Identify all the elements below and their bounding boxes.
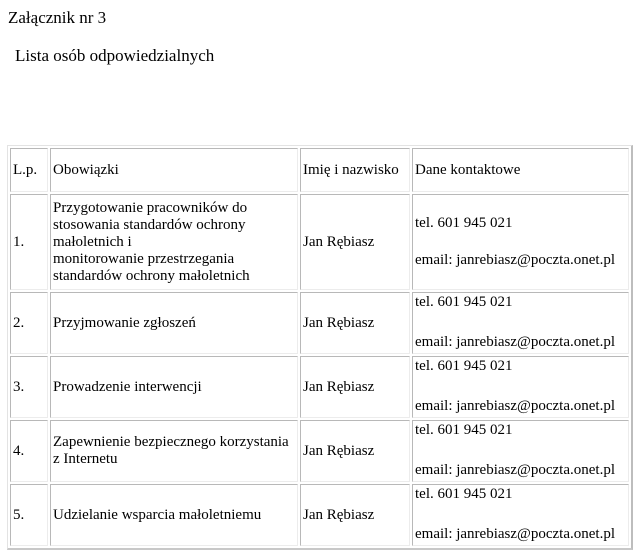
duty-cell: Prowadzenie interwencji	[50, 356, 298, 418]
contact-phone: tel. 601 945 021	[415, 215, 513, 231]
contact-email: email: janrebiasz@poczta.onet.pl	[415, 462, 615, 478]
contact-spacer	[415, 232, 626, 252]
table-row	[10, 420, 629, 482]
annex-label: Załącznik nr 3	[8, 8, 107, 27]
row-number: 3.	[10, 356, 48, 418]
header-lp: L.p.	[10, 148, 48, 192]
header-duties: Obowiązki	[50, 148, 298, 192]
contact-spacer	[415, 439, 626, 462]
duty-cell	[50, 194, 298, 290]
contact-spacer	[415, 311, 626, 334]
contact-email: email: janrebiasz@poczta.onet.pl	[415, 398, 615, 414]
duty-text-line-2: monitorowanie przestrzegania standardów ochrony małoletnich	[53, 250, 250, 284]
contact-phone: tel. 601 945 021	[415, 422, 513, 438]
contact-cell	[412, 356, 629, 418]
person-name: Jan Rębiasz	[300, 420, 410, 482]
page-title: Lista osób odpowiedzialnych	[15, 46, 215, 65]
contact-phone: tel. 601 945 021	[415, 486, 513, 502]
contact-cell	[412, 292, 629, 354]
duty-cell: Zapewnienie bezpiecznego korzystania z Internetu	[50, 420, 298, 482]
duty-text-line-1: Przygotowanie pracowników do stosowania standardów ochrony małoletnich i	[53, 199, 248, 250]
table-row	[10, 484, 629, 546]
person-name: Jan Rębiasz	[300, 356, 410, 418]
responsible-persons-table	[7, 145, 633, 550]
contact-cell	[412, 420, 629, 482]
person-name: Jan Rębiasz	[300, 194, 410, 290]
row-number: 2.	[10, 292, 48, 354]
contact-spacer	[415, 375, 626, 398]
row-number: 4.	[10, 420, 48, 482]
contact-cell	[412, 484, 629, 546]
person-name: Jan Rębiasz	[300, 484, 410, 546]
contact-phone: tel. 601 945 021	[415, 294, 513, 310]
table-row	[10, 292, 629, 354]
row-number: 1.	[10, 194, 48, 290]
table-row	[10, 194, 629, 290]
contact-email: email: janrebiasz@poczta.onet.pl	[415, 334, 615, 350]
table-header-row	[10, 148, 629, 192]
table-row	[10, 356, 629, 418]
row-number: 5.	[10, 484, 48, 546]
header-contact: Dane kontaktowe	[412, 148, 629, 192]
duty-cell: Udzielanie wsparcia małoletniemu	[50, 484, 298, 546]
contact-phone: tel. 601 945 021	[415, 358, 513, 374]
person-name: Jan Rębiasz	[300, 292, 410, 354]
duty-cell: Przyjmowanie zgłoszeń	[50, 292, 298, 354]
contact-email: email: janrebiasz@poczta.onet.pl	[415, 252, 615, 268]
contact-cell	[412, 194, 629, 290]
contact-email: email: janrebiasz@poczta.onet.pl	[415, 526, 615, 542]
header-name: Imię i nazwisko	[300, 148, 410, 192]
contact-spacer	[415, 503, 626, 526]
